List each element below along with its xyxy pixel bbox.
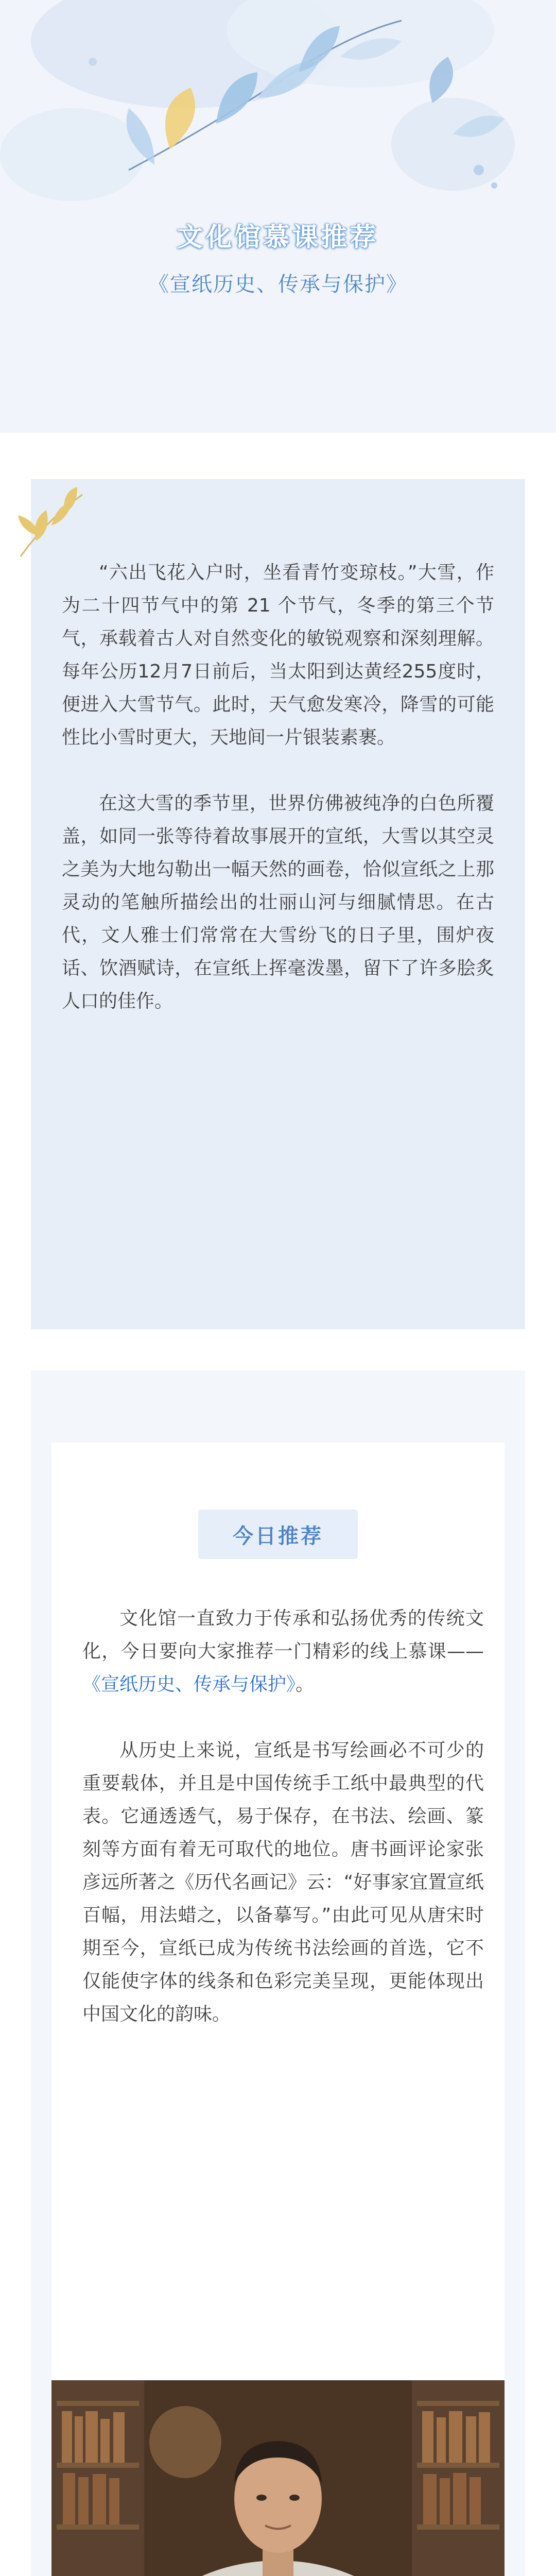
intro-text [62,556,494,1051]
today-recommend-badge: 今日推荐 [198,1510,358,1559]
course-link[interactable]: 《宣纸历史、传承与保护》 [82,1674,296,1695]
lecturer-photo-image [51,2380,505,2576]
intro-paragraph: “六出飞花入户时，坐看青竹变琼枝。”大雪，作为二十四节气中的第 21 个节气，冬季的第三个节气，承载着古人对自然变化的敏锐观察和深刻理解。每年公历12月7日前后，当太阳到达黄经255度时，便进入大雪节气。此时，天气愈发寒冷，降雪的可能性比小雪时更大，天地间一片银装素裹。 [62,562,494,748]
lecture-screenshot [51,2380,505,2576]
header-banner [0,0,556,433]
title-block [0,216,556,297]
recommend-intro-text [82,1602,484,2064]
page-subtitle: 《宣纸历史、传承与保护》 [148,273,408,296]
recommend-text-span: 。 [296,1674,315,1695]
recommend-text-span: 文化馆一直致力于传承和弘扬优秀的传统文化，今日要向大家推荐一门精彩的线上慕课—— [82,1608,484,1662]
page-title: 文化馆慕课推荐 [177,222,379,252]
recommend-paragraph [82,1602,484,1701]
intro-paragraph: 在这大雪的季节里，世界仿佛被纯净的白色所覆盖，如同一张等待着故事展开的宣纸，大雪以其空灵之美为大地勾勒出一幅天然的画卷，恰似宣纸之上那灵动的笔触所描绘出的壮丽山河与细腻情思。在古代，文人雅士们常常在大雪纷飞的日子里，围炉夜话、饮酒赋诗，在宣纸上挥毫泼墨，留下了许多脍炙人口的佳作。 [62,793,494,1012]
recommend-paragraph: 从历史上来说，宣纸是书写绘画必不可少的重要载体，并且是中国传统手工纸中最典型的代表。它通透透气，易于保存，在书法、绘画、篆刻等方面有着无可取代的地位。唐书画评论家张彦远所著之《历代名画记》云：“好事家宜置宣纸百幅，用法蜡之，以备摹写。”由此可见从唐宋时期至今，宣纸已成为传统书法绘画的首选，它不仅能使字体的线条和色彩完美呈现，更能体现出中国文化的韵味。 [82,1740,484,2025]
